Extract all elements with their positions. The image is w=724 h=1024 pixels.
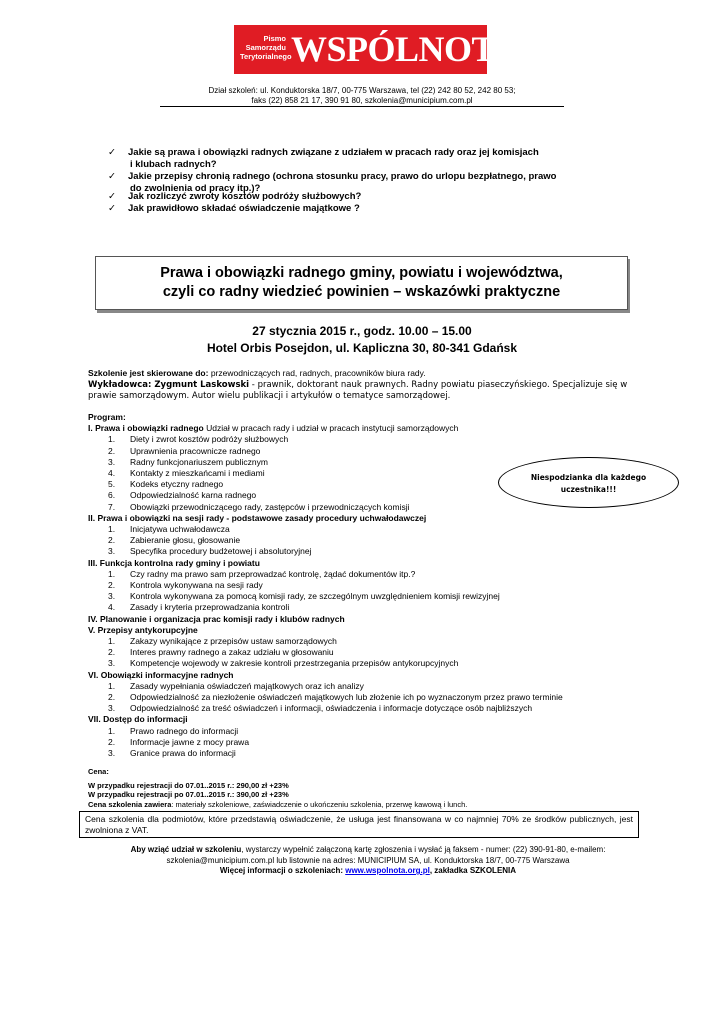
program-item — [88, 681, 563, 692]
question-item — [108, 147, 539, 171]
program-item-number: 2. — [108, 736, 116, 747]
program-item — [88, 434, 563, 445]
program-item-text: Specyfika procedury budżetowej i absolutoryjnej — [130, 546, 312, 557]
program-section-title: I. Prawa i obowiązki radnego — [88, 423, 204, 434]
program-item — [88, 546, 563, 557]
program-item — [88, 658, 563, 669]
program-section — [88, 714, 563, 725]
lecturer-label: Wykładowca: Zygmunt Laskowski — [88, 380, 250, 390]
program-item-number: 2. — [108, 647, 116, 658]
program-item — [88, 737, 563, 748]
question-text: Jakie przepisy chronią radnego (ochrona stosunku pracy, prawo do urlopu bezpłatnego, prawo — [128, 171, 557, 182]
program-item-number: 3. — [108, 546, 116, 557]
checkmark-icon: ✓ — [108, 191, 116, 202]
contact-bold: Aby wziąć udział w szkoleniu — [130, 845, 242, 854]
training-title-line1: Prawa i obowiązki radnego gminy, powiatu i województwa, — [160, 265, 563, 281]
program-section — [88, 670, 563, 681]
question-text: Jak rozliczyć zwroty kosztów podróży służbowych? — [128, 191, 362, 202]
surprise-oval — [498, 457, 679, 508]
program-item-text: Kontrola wykonywana za pomocą komisji rady, ze szczególnym uwzględnieniem komisji rewizyjnej — [130, 591, 500, 602]
contact-tail: , zakładka SZKOLENIA — [429, 866, 517, 875]
program-item-text: Kontrola wykonywana na sesji rady — [130, 580, 263, 591]
program-section — [88, 614, 563, 625]
program-item-text: Informacje jawne z mocy prawa — [130, 736, 250, 747]
lecturer-text: - prawnik, doktorant nauk prawnych. Radny powiatu piaseczyńskiego. Specjalizuje się w prawie samorządowym. Autor wielu publikacji i artykułów o tematyce samorządowej. — [88, 380, 628, 401]
department-fax-email: faks (22) 858 21 17, 390 91 80, szkolenia@municipium.com.pl — [251, 96, 473, 105]
program-section-subtitle: Udział w pracach rady i udział w pracach instytucji samorządowych — [203, 423, 459, 434]
program-item — [88, 502, 563, 513]
program-item-number: 2. — [108, 535, 116, 546]
question-item — [108, 191, 361, 203]
program-item — [88, 479, 563, 490]
program-item — [88, 703, 563, 714]
question-text-cont: do zwolnienia od pracy itp.)? — [130, 183, 261, 194]
program-item — [88, 468, 563, 479]
program-item — [88, 524, 563, 535]
program-item-text: Obowiązki przewodniczącego rady, zastępców i przewodniczących komisji — [130, 501, 410, 512]
program-section — [88, 423, 563, 434]
wspolnota-logo — [234, 25, 518, 74]
program-item-number: 7. — [108, 501, 116, 512]
program-item-text: Odpowiedzialność za niezłożenie oświadczeń majątkowych lub złożenie ich po wyznaczonym przez prawo terminie — [130, 692, 563, 703]
program-item-text: Prawo radnego do informacji — [130, 725, 239, 736]
program-item — [88, 490, 563, 501]
program-heading: Program: — [88, 412, 126, 422]
program-item-number: 3. — [108, 748, 116, 759]
surprise-line2: uczestnika!!! — [560, 485, 617, 494]
price-late: W przypadku rejestracji po 07.01..2015 r.: 390,00 zł +23% — [88, 790, 289, 799]
program-section — [88, 625, 563, 636]
audience — [88, 368, 426, 379]
program-item-number: 2. — [108, 692, 116, 703]
program-item-text: Czy radny ma prawo sam przeprowadzać kontrolę, żądać dokumentów itp.? — [130, 568, 416, 579]
program-item — [88, 446, 563, 457]
program-item-number: 3. — [108, 456, 116, 467]
program-item-text: Odpowiedzialność karna radnego — [130, 490, 257, 501]
question-text-cont: i klubach radnych? — [130, 159, 217, 170]
program-item — [88, 569, 563, 580]
program-item — [88, 457, 563, 468]
program-item — [88, 692, 563, 703]
event-date: 27 stycznia 2015 r., godz. 10.00 – 15.00 — [252, 324, 472, 338]
program-item-number: 1. — [108, 524, 116, 535]
program-item-number: 2. — [108, 445, 116, 456]
program-item-text: Kodeks etyczny radnego — [130, 479, 224, 490]
program-item — [88, 748, 563, 759]
program-item — [88, 535, 563, 546]
program-item-number: 1. — [108, 636, 116, 647]
price-early: W przypadku rejestracji do 07.01..2015 r.: 290,00 zł +23% — [88, 780, 289, 790]
price-section — [88, 767, 467, 809]
program-item — [88, 602, 563, 613]
question-text: Jak prawidłowo składać oświadczenie majątkowe ? — [128, 203, 360, 214]
program-item-text: Zasady i kryteria przeprowadzania kontroli — [130, 602, 290, 613]
question-item — [108, 203, 360, 215]
program-item-number: 1. — [108, 725, 116, 736]
contact-info — [88, 845, 648, 877]
website-link[interactable]: www.wspolnota.org.pl — [345, 866, 430, 875]
program-item — [88, 726, 563, 737]
program-item-text: Inicjatywa uchwałodawcza — [130, 524, 230, 535]
price-includes-label: Cena szkolenia zawiera — [88, 799, 172, 809]
event-venue: Hotel Orbis Posejdon, ul. Kapliczna 30, 80-341 Gdańsk — [206, 341, 518, 355]
program — [88, 412, 563, 759]
program-item-number: 4. — [108, 468, 116, 479]
price-includes-text: : materiały szkoleniowe, zaświadczenie o ukończeniu szkolenia, przerwę kawową i lunch. — [171, 799, 468, 809]
logo-title: WSPÓLNOTA — [291, 29, 518, 69]
question-text: Jakie są prawa i obowiązki radnych związane z udziałem w pracach rady oraz jej komisjach — [128, 147, 539, 158]
program-item — [88, 647, 563, 658]
program-item-text: Odpowiedzialność za treść oświadczeń i informacji, oświadczenia i informacje dotyczące osób najbliższych — [130, 703, 533, 714]
program-item-number: 5. — [108, 479, 116, 490]
checkmark-icon: ✓ — [108, 171, 116, 182]
program-section-title: V. Przepisy antykorupcyjne — [88, 624, 198, 635]
program-item-text: Radny funkcjonariuszem publicznym — [130, 456, 268, 467]
department-address: Dział szkoleń: ul. Konduktorska 18/7, 00-775 Warszawa, tel (22) 242 80 52, 242 80 53; — [208, 86, 516, 95]
lecturer — [88, 380, 628, 402]
program-item-number: 1. — [108, 434, 116, 445]
checkmark-icon: ✓ — [108, 147, 116, 158]
program-item-text: Zakazy wynikające z przepisów ustaw samorządowych — [130, 636, 337, 647]
program-item-text: Kompetencje wojewody w zakresie kontroli przestrzegania przepisów antykorupcyjnych — [130, 658, 459, 669]
program-item-number: 3. — [108, 658, 116, 669]
program-section-title: VII. Dostęp do informacji — [88, 714, 188, 725]
department-info — [160, 86, 564, 106]
vat-note: Cena szkolenia dla podmiotów, które przedstawią oświadczenie, że usługa jest finansowana w co najmniej 70% ze środków publicznych, jest zwolniona z VAT. — [79, 811, 639, 838]
program-item-number: 3. — [108, 703, 116, 714]
training-title-box — [95, 256, 628, 310]
program-item-text: Granice prawa do informacji — [130, 748, 236, 759]
program-item-text: Diety i zwrot kosztów podróży służbowych — [130, 434, 289, 445]
program-item-number: 6. — [108, 490, 116, 501]
logo-subtitle: Pismo Samorządu Terytorialnego — [240, 34, 292, 61]
program-item-number: 3. — [108, 591, 116, 602]
program-section — [88, 513, 563, 524]
program-section-title: IV. Planowanie i organizacja prac komisji rady i klubów radnych — [88, 613, 345, 624]
contact-more: Więcej informacji o szkoleniach: — [219, 866, 346, 875]
program-item-number: 4. — [108, 602, 116, 613]
program-section-title: VI. Obowiązki informacyjne radnych — [88, 669, 234, 680]
surprise-line1: Niespodzianka dla każdego — [530, 473, 647, 482]
program-item-text: Zabieranie głosu, głosowanie — [130, 535, 241, 546]
program-item-text: Uprawnienia pracownicze radnego — [130, 445, 261, 456]
program-item — [88, 636, 563, 647]
audience-text: przewodniczących rad, radnych, pracowników biura rady. — [208, 368, 426, 378]
program-section-title: II. Prawa i obowiązki na sesji rady - podstawowe zasady procedury uchwałodawczej — [88, 512, 427, 523]
program-item-text: Kontakty z mieszkańcami i mediami — [130, 468, 265, 479]
program-section — [88, 558, 563, 569]
program-item-text: Zasady wypełniania oświadczeń majątkowych oraz ich analizy — [130, 680, 364, 691]
event-info — [160, 323, 564, 357]
audience-label: Szkolenie jest skierowane do: — [88, 368, 209, 378]
training-title-line2: czyli co radny wiedzieć powinien – wskazówki praktyczne — [162, 284, 561, 300]
program-section-title: III. Funkcja kontrolna rady gminy i powiatu — [88, 557, 260, 568]
header-divider — [160, 106, 564, 107]
program-item-number: 1. — [108, 680, 116, 691]
program-item — [88, 591, 563, 602]
contact-text2: szkolenia@municipium.com.pl lub listownie na adres: MUNICIPIUM SA, ul. Konduktorska 18/7, 00-775 Warszawa — [166, 855, 570, 865]
contact-text1: , wystarczy wypełnić załączoną kartę zgłoszenia i wysłać ją faksem - numer: (22) 390-91-80, e-mailem: — [241, 845, 606, 854]
program-item-number: 2. — [108, 580, 116, 591]
program-item-text: Interes prawny radnego a zakaz udziału w głosowaniu — [130, 647, 334, 658]
program-item-number: 1. — [108, 568, 116, 579]
checkmark-icon: ✓ — [108, 203, 116, 214]
program-item — [88, 580, 563, 591]
price-label: Cena: — [88, 767, 109, 776]
